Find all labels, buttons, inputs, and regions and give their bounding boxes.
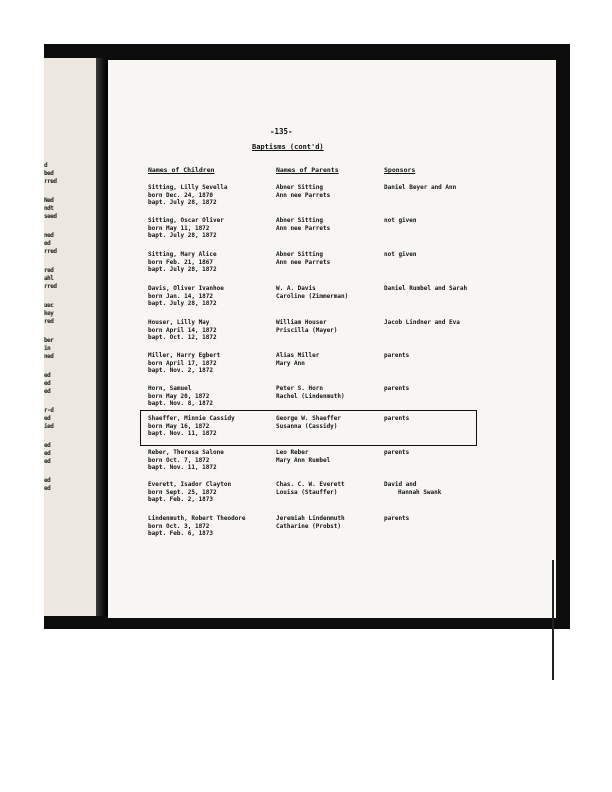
- baptism-entry: [0, 285, 612, 317]
- child-info-line: born May 16, 1872: [148, 422, 210, 430]
- baptism-entry: [0, 449, 612, 481]
- child-info-line: Davis, Oliver Ivanhoe: [148, 285, 224, 292]
- child-info-line: bapt. Nov. 11, 1872: [148, 464, 217, 471]
- parents-info-line: William Houser: [276, 319, 327, 326]
- child-info: [148, 217, 276, 240]
- child-info-line: Sitting, Mary Alice: [148, 251, 217, 258]
- child-info-line: bapt. July 28, 1872: [148, 199, 217, 206]
- parents-info-line: Catharine (Probst): [276, 522, 342, 530]
- facing-page-fragment: r-d: [44, 407, 54, 414]
- sponsors-info-line: Daniel Beyer and Ann: [384, 184, 457, 191]
- child-info-line: Reber, Theresa Salone: [148, 449, 224, 456]
- parents-info-line: Peter S. Horn: [276, 385, 323, 392]
- parents-info: [276, 184, 384, 199]
- facing-page-fragment: ahl: [44, 275, 54, 282]
- child-info-line: Everett, Isador Clayton: [148, 481, 232, 488]
- facing-page-fragment: rred: [44, 283, 57, 290]
- sponsors-info-line: parents: [384, 415, 410, 422]
- column-header-children: Names of Children: [148, 166, 215, 174]
- baptism-entry: [0, 217, 612, 249]
- child-info-line: bapt. July 28, 1872: [148, 300, 217, 307]
- parents-info-line: Leo Reber: [276, 449, 309, 456]
- facing-page-fragment: Ned: [44, 197, 54, 204]
- sponsors-info: [384, 285, 494, 293]
- parents-info-line: Susanna (Cassidy): [276, 422, 338, 430]
- sponsors-info-line: not given: [384, 251, 417, 258]
- parents-info: [276, 352, 384, 367]
- child-info-line: bapt. Nov. 8, 1872: [148, 400, 214, 407]
- parents-info: [276, 251, 384, 266]
- baptism-entry: [0, 184, 612, 216]
- parents-info-line: Ann nee Parrets: [276, 224, 331, 232]
- sponsors-info-line: parents: [384, 385, 410, 392]
- parents-info-line: Mary Ann Rumbel: [276, 456, 331, 464]
- baptism-entry: [0, 352, 612, 384]
- child-info-line: bapt. July 28, 1872: [148, 232, 217, 239]
- parents-info-line: W. A. Davis: [276, 285, 316, 292]
- parents-info-line: Alias Miller: [276, 352, 320, 359]
- sponsors-info: [384, 184, 494, 192]
- facing-page-fragment: key: [44, 310, 54, 317]
- sponsors-info-line: Jacob Lindner and Eva: [384, 319, 460, 326]
- child-info-line: bapt. Feb. 2, 1873: [148, 496, 214, 503]
- child-info: [148, 285, 276, 308]
- child-info-line: born April 14, 1872: [148, 326, 217, 334]
- facing-page-fragment: ied: [44, 423, 54, 430]
- facing-page-fragment: ed: [44, 372, 51, 379]
- child-info-line: born Oct. 7, 1872: [148, 456, 210, 464]
- facing-page-fragment: ed: [44, 450, 51, 457]
- child-info: [148, 251, 276, 274]
- highlight-box: [140, 410, 477, 446]
- child-info-line: Houser, Lilly May: [148, 319, 210, 326]
- facing-page-fragment: ed: [44, 458, 51, 465]
- baptism-entry: [0, 251, 612, 283]
- child-info-line: born Dec. 24, 1870: [148, 191, 214, 199]
- facing-page-fragment: rred: [44, 178, 57, 185]
- child-info-line: born May 11, 1872: [148, 224, 210, 232]
- parents-info-line: Priscilla (Mayer): [276, 326, 338, 334]
- child-info: [148, 515, 276, 538]
- child-info-line: born Oct. 3, 1872: [148, 522, 210, 530]
- child-info: [148, 449, 276, 472]
- parents-info-line: Abner Sitting: [276, 184, 323, 191]
- sponsors-info: [384, 481, 494, 496]
- facing-page-fragment: in: [44, 345, 51, 352]
- child-info-line: Sitting, Oscar Oliver: [148, 217, 224, 224]
- column-header-parents: Names of Parents: [276, 166, 339, 174]
- facing-page-fragment: ed: [44, 442, 51, 449]
- parents-info-line: Caroline (Zimmerman): [276, 292, 349, 300]
- page-edge-shadow: [552, 560, 554, 680]
- facing-page-fragment: ed: [44, 485, 51, 492]
- baptism-entry: [0, 319, 612, 351]
- facing-page-fragment: ed: [44, 388, 51, 395]
- parents-info: [276, 217, 384, 232]
- parents-info-line: Abner Sitting: [276, 217, 323, 224]
- child-info: [148, 319, 276, 342]
- sponsors-info: [384, 217, 494, 225]
- facing-page-fragment: red: [44, 318, 54, 325]
- parents-info-line: Rachel (Lindenmuth): [276, 392, 345, 400]
- sponsors-info: [384, 515, 494, 523]
- facing-page-fragment: ed: [44, 477, 51, 484]
- baptism-entry: [0, 481, 612, 513]
- section-title: Baptisms (cont'd): [252, 143, 324, 151]
- sponsors-info: [384, 385, 494, 393]
- parents-info-line: Ann nee Parrets: [276, 258, 331, 266]
- sponsors-info: [384, 352, 494, 360]
- child-info-line: bapt. Nov. 11, 1872: [148, 430, 217, 437]
- facing-page-fragment: red: [44, 267, 54, 274]
- parents-info-line: Chas. C. W. Everett: [276, 481, 345, 488]
- child-info-line: born Feb. 21, 1867: [148, 258, 214, 266]
- parents-info: [276, 515, 384, 530]
- sponsors-info-line: David and: [384, 481, 417, 488]
- parents-info: [276, 285, 384, 300]
- parents-info-line: Ann nee Parrets: [276, 191, 331, 199]
- facing-page-fragment: ned: [44, 232, 54, 239]
- child-info-line: bapt. Oct. 12, 1872: [148, 334, 217, 341]
- parents-info: [276, 449, 384, 464]
- child-info: [148, 385, 276, 408]
- facing-page-fragment: rred: [44, 248, 57, 255]
- child-info-line: Horn, Samuel: [148, 385, 192, 392]
- child-info-line: born April 17, 1872: [148, 359, 217, 367]
- child-info-line: bapt. Feb. 6, 1873: [148, 530, 214, 537]
- sponsors-info-line: Hannah Swank: [398, 488, 442, 496]
- parents-info-line: Louisa (Stauffer): [276, 488, 338, 496]
- child-info: [148, 481, 276, 504]
- child-info-line: Shaeffer, Minnie Cassidy: [148, 415, 235, 422]
- sponsors-info: [384, 449, 494, 457]
- facing-page-fragment: ber: [44, 337, 54, 344]
- child-info-line: born Jan. 14, 1872: [148, 292, 214, 300]
- sponsors-info-line: parents: [384, 352, 410, 359]
- page-number: -135-: [270, 127, 293, 136]
- parents-info-line: Mary Ann: [276, 359, 305, 367]
- facing-page-fragment: ndt: [44, 205, 54, 212]
- column-header-sponsors: Sponsors: [384, 166, 416, 174]
- facing-page-fragment: seed: [44, 213, 57, 220]
- sponsors-info-line: parents: [384, 515, 410, 522]
- baptism-entry: [0, 515, 612, 547]
- sponsors-info-line: not given: [384, 217, 417, 224]
- child-info-line: Miller, Harry Egbert: [148, 352, 221, 359]
- parents-info: [276, 319, 384, 334]
- child-info: [148, 184, 276, 207]
- sponsors-info-line: parents: [384, 449, 410, 456]
- facing-page-fragment: uec: [44, 302, 54, 309]
- parents-info-line: Jeremiah Lindenmuth: [276, 515, 345, 522]
- sponsors-info: [384, 319, 494, 327]
- child-info: [148, 352, 276, 375]
- facing-page-fragment: bed: [44, 170, 54, 177]
- facing-page-fragment: ed: [44, 415, 51, 422]
- parents-info: [276, 481, 384, 496]
- facing-page-fragment: d: [44, 162, 48, 169]
- child-info-line: Lindenmuth, Robert Theodore: [148, 515, 246, 522]
- child-info-line: born May 20, 1872: [148, 392, 210, 400]
- parents-info-line: Abner Sitting: [276, 251, 323, 258]
- child-info-line: born Sept. 25, 1872: [148, 488, 217, 496]
- sponsors-info: [384, 251, 494, 259]
- facing-page-fragment: ed: [44, 240, 51, 247]
- child-info-line: Sitting, Lilly Sevella: [148, 184, 228, 191]
- child-info-line: bapt. Nov. 2, 1872: [148, 367, 214, 374]
- child-info-line: bapt. July 28, 1872: [148, 266, 217, 273]
- parents-info-line: George W. Shaeffer: [276, 415, 342, 422]
- facing-page-fragment: ed: [44, 380, 51, 387]
- sponsors-info-line: Daniel Rumbel and Sarah: [384, 285, 468, 292]
- facing-page-fragment: ned: [44, 353, 54, 360]
- parents-info: [276, 385, 384, 400]
